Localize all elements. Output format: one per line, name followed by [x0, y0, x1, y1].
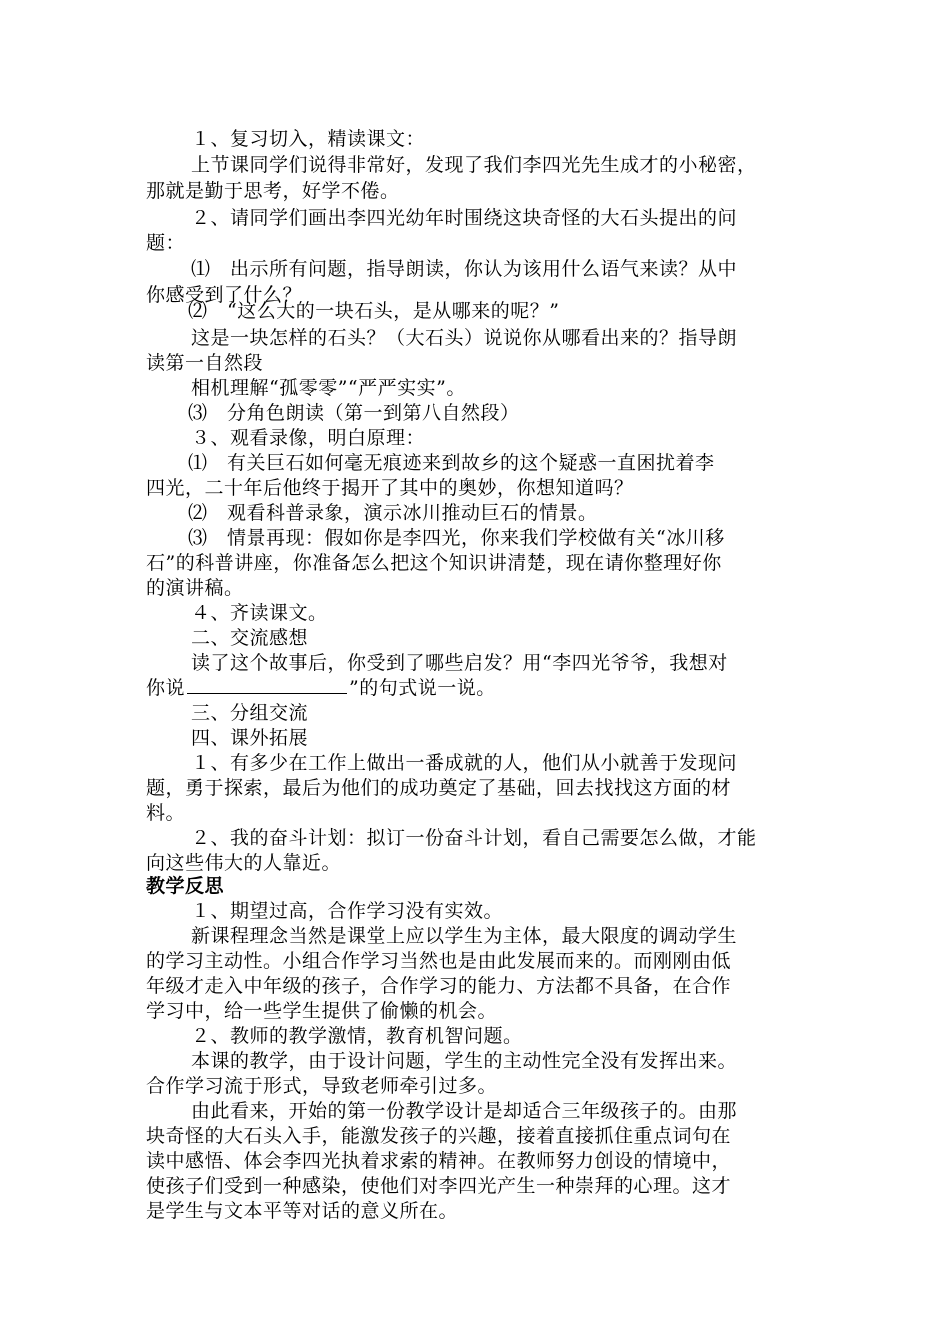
text-line: 四光，二十年后他终于揭开了其中的奥妙，你想知道吗？ [146, 477, 634, 499]
text-line: ４、齐读课文。 [191, 602, 328, 624]
text-line: 读第一自然段 [146, 352, 264, 374]
text-line: 合作学习流于形式，导致老师牵引过多。 [146, 1075, 498, 1097]
text-line: 石”的科普讲座，你准备怎么把这个知识讲清楚，现在请你整理好你 [146, 552, 722, 574]
text-line: 块奇怪的大石头入手，能激发孩子的兴趣，接着直接抓住重点词句在 [146, 1125, 732, 1147]
text-line: 读了这个故事后，你受到了哪些启发？用“李四光爷爷，我想对 [191, 652, 728, 674]
text-line: 二、交流感想 [191, 627, 309, 649]
text-line: 三、分组交流 [191, 702, 309, 724]
text-line: ２、请同学们画出李四光幼年时围绕这块奇怪的大石头提出的问 [191, 207, 738, 229]
text-line: 四、课外拓展 [191, 727, 309, 749]
text-fragment: ”的句式说一说。 [349, 677, 496, 699]
text-line: 料。 [146, 802, 186, 824]
text-line: 的学习主动性。小组合作学习当然也是由此发展而来的。而刚刚由低 [146, 950, 732, 972]
text-line: ⑴ 出示所有问题，指导朗读，你认为该用什么语气来读？从中 [191, 258, 738, 280]
text-line: 题，勇于探索，最后为他们的成功奠定了基础，回去找找这方面的材 [146, 777, 732, 799]
text-line: １、期望过高，合作学习没有实效。 [191, 900, 504, 922]
text-fragment: 你说 [146, 677, 186, 699]
text-line: 你感受到了什么？ [146, 284, 303, 306]
text-line: 那就是勤于思考，好学不倦。 [146, 180, 400, 202]
fill-blank [187, 675, 347, 694]
text-line: 上节课同学们说得非常好，发现了我们李四光先生成才的小秘密， [191, 154, 757, 176]
text-line: ２、教师的教学激情，教育机智问题。 [191, 1025, 523, 1047]
text-line: ⑵ 观看科普录象，演示冰川推动巨石的情景。 [188, 502, 598, 524]
text-line: 读中感悟、体会李四光执着求索的精神。在教师努力创设的情境中， [146, 1150, 732, 1172]
text-line: 本课的教学，由于设计问题，学生的主动性完全没有发挥出来。 [191, 1050, 738, 1072]
text-line: １、复习切入，精读课文： [191, 128, 426, 150]
text-line: 使孩子们受到一种感染，使他们对李四光产生一种崇拜的心理。这才 [146, 1175, 732, 1197]
text-line: ⑶ 分角色朗读（第一到第八自然段） [188, 402, 520, 424]
text-line: 学习中，给一些学生提供了偷懒的机会。 [146, 1000, 498, 1022]
section-heading: 教学反思 [146, 875, 225, 897]
text-line: 的演讲稿。 [146, 577, 244, 599]
text-line: 是学生与文本平等对话的意义所在。 [146, 1200, 459, 1222]
text-line: 新课程理念当然是课堂上应以学生为主体，最大限度的调动学生 [191, 925, 738, 947]
text-line: 这是一块怎样的石头？（大石头）说说你从哪看出来的？指导朗 [191, 327, 738, 349]
text-line: ２、我的奋斗计划：拟订一份奋斗计划，看自己需要怎么做，才能 [191, 827, 757, 849]
text-line: ⑴ 有关巨石如何毫无痕迹来到故乡的这个疑惑一直困扰着李 [188, 452, 715, 474]
text-line: ⑵ “这么大的一块石头，是从哪来的呢？” [188, 300, 560, 322]
text-line-with-blank [146, 675, 826, 701]
text-line: ３、观看录像，明白原理： [191, 427, 426, 449]
text-line: 题： [146, 232, 186, 254]
text-line: 相机理解“孤零零”“严严实实”。 [191, 377, 466, 399]
text-line: 年级才走入中年级的孩子，合作学习的能力、方法都不具备，在合作 [146, 975, 732, 997]
text-line: １、有多少在工作上做出一番成就的人，他们从小就善于发现问 [191, 752, 738, 774]
text-line: 由此看来，开始的第一份教学设计是却适合三年级孩子的。由那 [191, 1100, 738, 1122]
text-line: 向这些伟大的人靠近。 [146, 852, 342, 874]
text-line: ⑶ 情景再现：假如你是李四光，你来我们学校做有关“冰川移 [188, 527, 725, 549]
